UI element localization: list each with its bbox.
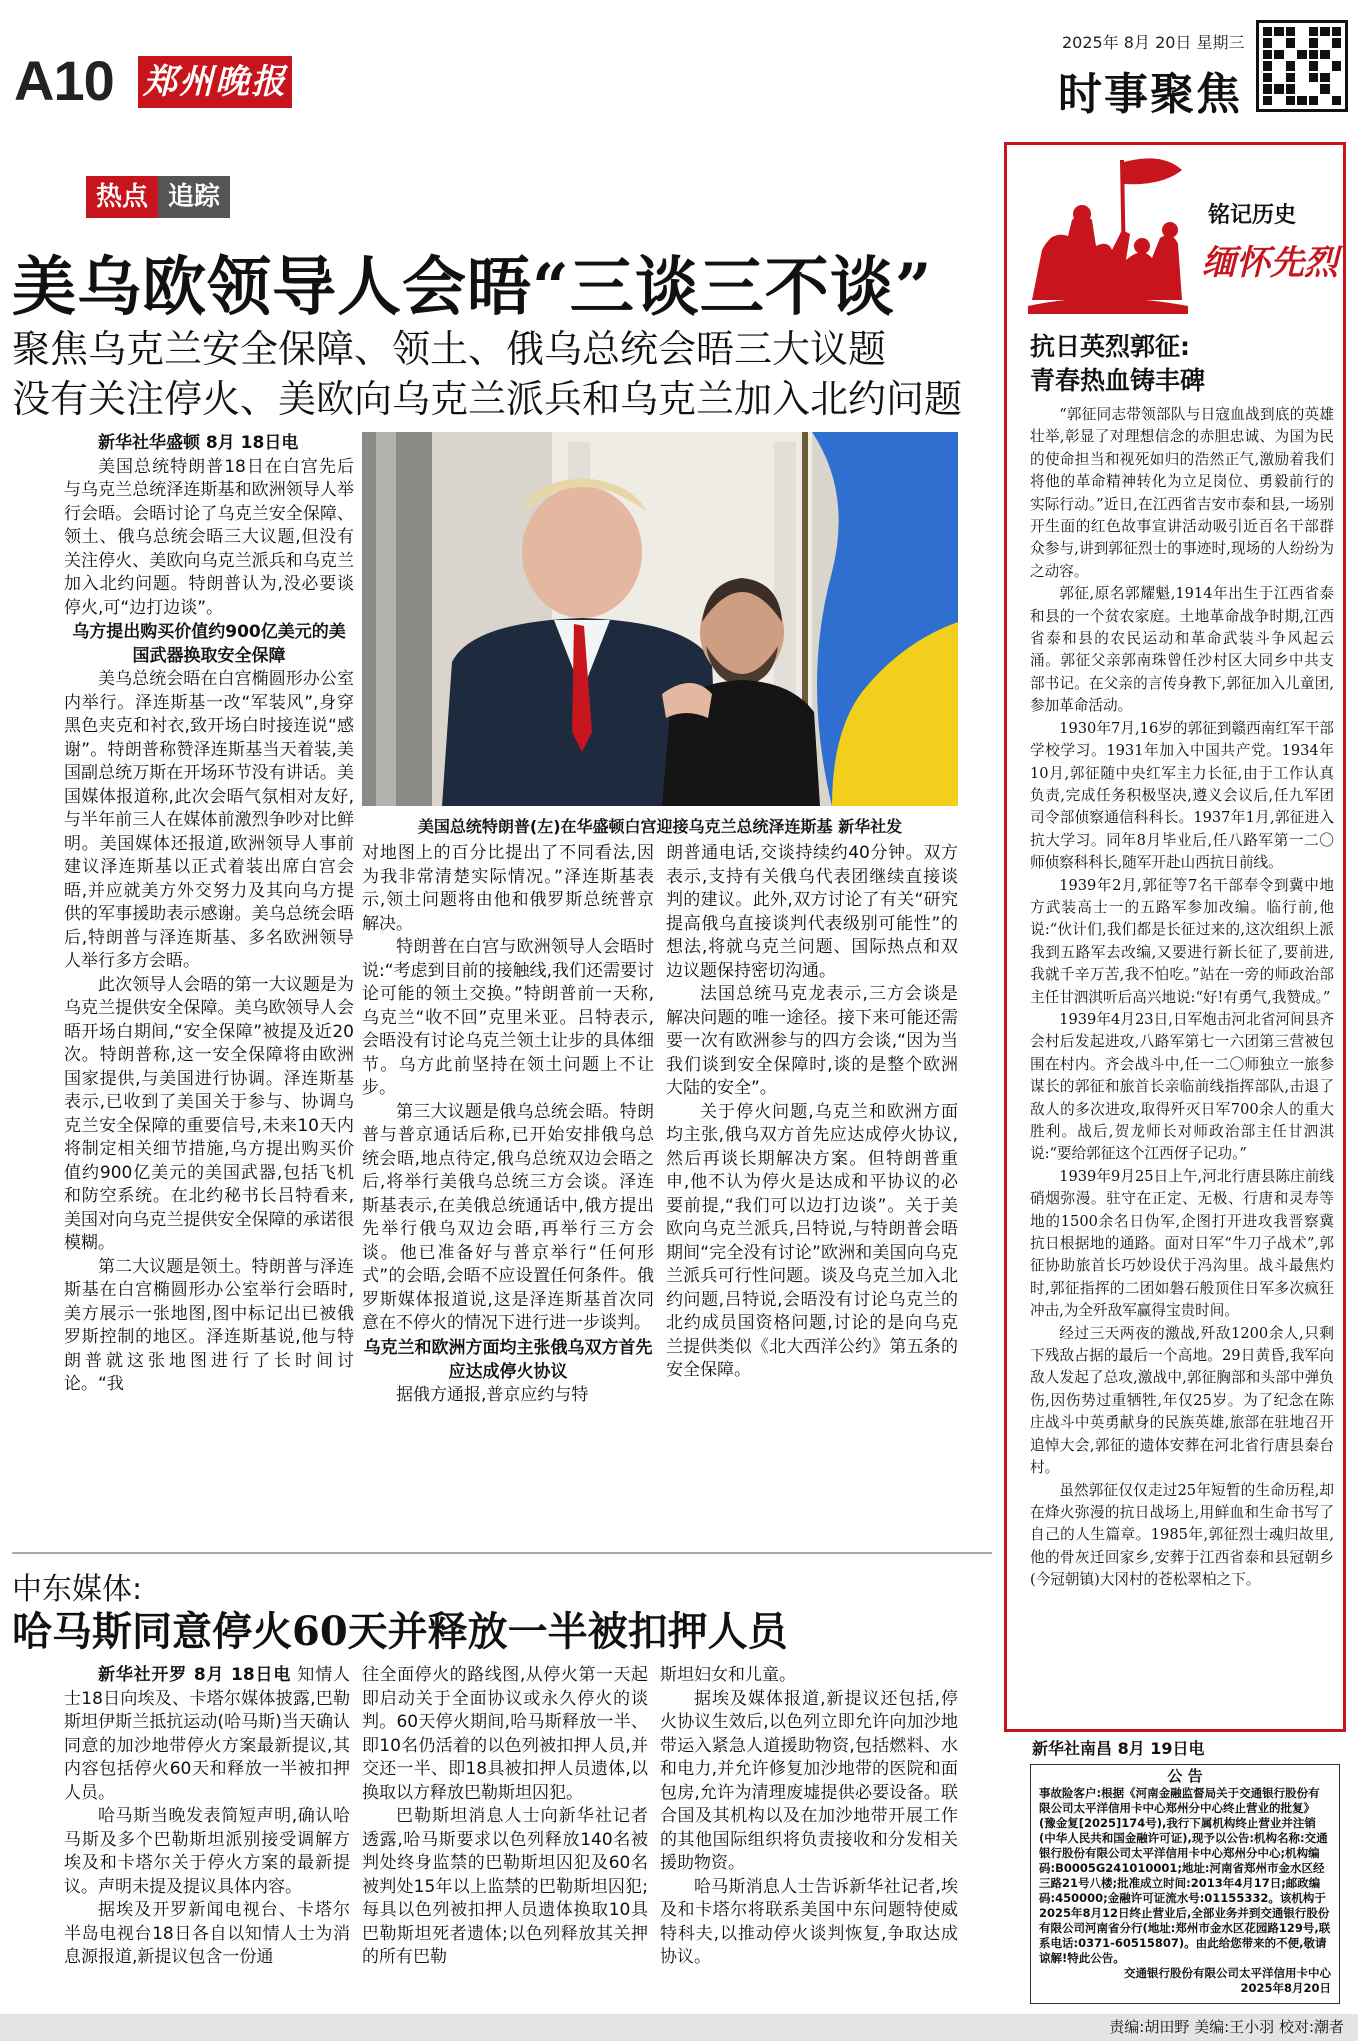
qr-module (1332, 50, 1341, 59)
main-subheading-2: 乌克兰和欧洲方面均主张俄乌双方首先应达成停火协议 (363, 1337, 653, 1382)
photo-illustration (362, 432, 958, 806)
qr-module (1297, 50, 1306, 59)
paragraph: 据俄方通报,普京应约与特 (396, 1384, 589, 1405)
qr-module (1286, 27, 1295, 36)
qr-module (1320, 27, 1329, 36)
sidebar-title-line-2: 青春热血铸丰碑 (1030, 366, 1206, 395)
qr-module (1263, 50, 1272, 59)
paragraph: 经过三天两夜的激战,歼敌1200余人,只剩下残敌占据的最后一个高地。29日黄昏,我军向敌人发起了总攻,激战中,郭征胸部和头部中弹负伤,因伤势过重牺牲,年仅25岁。为了纪念在陈庄战斗中英勇献身的民族英雄,旅部在驻地召开追悼大会,郭征的遗体安葬在河北省行唐县秦台村。 (1030, 1324, 1334, 1477)
qr-module (1286, 96, 1295, 105)
qr-module (1297, 61, 1306, 70)
notice-date: 2025年8月20日 (1240, 1981, 1331, 1995)
qr-code-icon[interactable] (1256, 20, 1348, 112)
qr-module (1286, 38, 1295, 47)
notice-body: 事故险客户:根据《河南金融监督局关于交通银行股份有限公司太平洋信用卡中心郑州分中心终止营业的批复》(豫金复[2025]174号),我行下属机构终止营业并注销(中华人民共和国金融许可证),现予以公告:机构名称:交通银行股份有限公司太平洋信用卡中心郑州分中心;机构编码:B0005G241010001;地址:河南省郑州市金水区经三路21号八楼;批准成立时间:2013年4月17日;邮政编码:450000;金融许可证流水号:01155332。该机构于2025年8月12日终止营业后,全部业务并到交通银行股份有限公司河南省分行(地址:郑州市金水区花园路129号,联系电话:0371-60515807)。由此给您带来的不便,敬请谅解!特此公告。 (1039, 1786, 1331, 1965)
paragraph: 哈马斯当晚发表简短声明,确认哈马斯及多个巴勒斯坦派别接受调解方埃及和卡塔尔关于停火方案的最新提议。声明未提及提议具体内容。 (64, 1806, 350, 1897)
editor-credits: 责编:胡田野 美编:王小羽 校对:潮者 (0, 2014, 1358, 2041)
main-subhead-1: 聚焦乌克兰安全保障、领土、俄乌总统会晤三大议题 (12, 327, 887, 371)
main-story-column-1 (64, 432, 354, 1394)
qr-module (1320, 38, 1329, 47)
qr-module (1332, 38, 1341, 47)
qr-module (1297, 84, 1306, 93)
paragraph: 1939年9月25日上午,河北行唐县陈庄前线硝烟弥漫。驻守在正定、无极、行唐和灵寿等地的1500余名日伪军,企图打开进攻我晋察冀抗日根据地的通路。面对日军“牛刀子战术”,郭征协助旅首长巧妙设伏于冯沟里。战斗最焦灼时,郭征指挥的二团如磐石般顶住日军多次疯狂冲击,为全歼敌军赢得宝贵时间。 (1030, 1167, 1334, 1320)
qr-module (1263, 84, 1272, 93)
qr-module (1263, 73, 1272, 82)
sidebar-title (1030, 330, 1330, 398)
qr-module (1309, 38, 1318, 47)
mideast-column-3 (660, 1664, 958, 2008)
qr-module (1286, 61, 1295, 70)
paragraph: 此次领导人会晤的第一大议题是为乌克兰提供安全保障。美乌欧领导人会晤开场白期间,“安全保障”被提及近20次。特朗普称,这一安全保障将由欧洲国家提供,与美国进行协调。泽连斯基表示,已收到了美国关于参与、协调乌克兰安全保障的重要信号,未来10天内将制定相关细节措施,乌方提出购买价值约900亿美元的美国武器,包括飞机和防空系统。在北约秘书长吕特看来,美国对向乌克兰提供安全保障的承诺很模糊。 (64, 974, 354, 1253)
qr-module (1320, 84, 1329, 93)
paragraph: 美国总统特朗普18日在白宫先后与乌克兰总统泽连斯基和欧洲领导人举行会晤。会晤讨论了乌克兰安全保障、领土、俄乌总统会晤三大议题,但没有关注停火、美欧向乌克兰派兵和乌克兰加入北约问题。特朗普认为,没必要谈停火,可“边打边谈”。 (64, 456, 354, 618)
main-subheading-1: 乌方提出购买价值约900亿美元的美国武器换取安全保障 (72, 622, 346, 666)
banner-small-text: 铭记历史 (1208, 203, 1297, 228)
paragraph: 1930年7月,16岁的郭征到赣西南红军干部学校学习。1931年加入中国共产党。1934年10月,郭征随中央红军主力长征,由于工作认真负责,完成任务积极坚决,遵义会议后,任九军团司令部侦察通信科科长。1937年1月,郭征进入抗大学习。同年8月毕业后,任八路军第一二〇师侦察科科长,随军开赴山西抗日前线。 (1030, 719, 1334, 872)
qr-module (1274, 84, 1283, 93)
paragraph: 第三大议题是俄乌总统会晤。特朗普与普京通话后称,已开始安排俄乌总统会晤,地点待定,俄乌总统双边会晤之后,将举行美俄乌总统三方会谈。泽连斯基表示,在美俄总统通话中,俄方提出先举行俄乌双边会晤,再举行三方会谈。他已准备好与普京举行“任何形式”的会晤,会晤不应设置任何条件。俄罗斯媒体报道说,这是泽连斯基首次同意在不停火的情况下进行进一步谈判。 (362, 1101, 654, 1333)
qr-module (1263, 96, 1272, 105)
paragraph: “郭征同志带领部队与日寇血战到底的英雄壮举,彰显了对理想信念的赤胆忠诚、为国为民的使命担当和视死如归的浩然正气,激励着我们将他的革命精神转化为立足岗位、勇毅前行的实际行动。”近日,在江西省吉安市泰和县,一场别开生面的红色故事宣讲活动吸引近百名干部群众参与,讲到郭征烈士的事迹时,现场的人纷纷为之动容。 (1030, 406, 1334, 580)
paragraph: 巴勒斯坦消息人士向新华社记者透露,哈马斯要求以色列释放140名被判处终身监禁的巴勒斯坦囚犯及60名被判处15年以上监禁的巴勒斯坦囚犯;每具以色列被扣押人员遗体换取10具巴勒斯坦死者遗体;以色列释放其关押的所有巴勒 (362, 1806, 648, 1967)
qr-module (1332, 27, 1341, 36)
sidebar-dateline: 新华社南昌 8月 19日电 (1032, 1739, 1205, 1758)
sidebar-title-line-1: 抗日英烈郭征: (1030, 332, 1190, 361)
paragraph: 1939年4月23日,日军炮击河北省河间县齐会村后发起进攻,八路军第七一六团第三营被包围在村内。齐会战斗中,任一二〇师独立一旅参谋长的郭征和旅首长亲临前线指挥部队,击退了敌人的多次进攻,取得歼灭日军700余人的重大胜利。战后,贺龙师长对师政治部主任甘泗淇说:“要给郭征这个江西伢子记功。” (1030, 1010, 1334, 1163)
qr-module (1274, 61, 1283, 70)
story-tag (86, 176, 230, 218)
paragraph: 第二大议题是领土。特朗普与泽连斯基在白宫椭圆形办公室举行会晤时,美方展示一张地图,图中标记出已被俄罗斯控制的地区。泽连斯基说,他与特朗普就这张地图进行了长时间讨论。“我 (64, 1256, 354, 1394)
paragraph-text: 知情人士18日向埃及、卡塔尔媒体披露,巴勒斯坦伊斯兰抵抗运动(哈马斯)当天确认同意的加沙地带停火方案最新提议,其内容包括停火60天和释放一半被扣押人员。 (64, 1665, 351, 1803)
banner-big-text: 缅怀先烈 (1202, 243, 1338, 283)
paragraph: 对地图上的百分比提出了不同看法,因为我非常清楚实际情况。”泽连斯基表示,领土问题将由他和俄罗斯总统普京解决。 (362, 843, 654, 934)
qr-module (1274, 27, 1283, 36)
qr-module (1320, 96, 1329, 105)
qr-module (1286, 50, 1295, 59)
section-title: 时事聚焦 (1058, 69, 1242, 120)
main-story-column-3 (666, 842, 958, 1504)
paragraph: 美乌总统会晤在白宫椭圆形办公室内举行。泽连斯基一改“军装风”,身穿黑色夹克和衬衣,致开场白时接连说“感谢”。特朗普称赞泽连斯基当天着装,美国副总统万斯在开场环节没有讲话。美国媒体报道称,此次会晤气氛相对友好,与半年前三人在媒体前激烈争吵对比鲜明。美国媒体还报道,欧洲领导人事前建议泽连斯基以正式着装出席白宫会晤,并应就美方外交努力及其向乌方提供的军事援助表示感谢。美乌总统会晤后,特朗普与泽连斯基、多名欧洲领导人举行多方会晤。 (64, 669, 354, 971)
qr-module (1320, 73, 1329, 82)
qr-module (1274, 96, 1283, 105)
paragraph: 特朗普在白宫与欧洲领导人会晤时说:“考虑到目前的接触线,我们还需要讨论可能的领土交换。”特朗普前一天称,乌克兰“收不回”克里米亚。吕特表示,会晤没有讨论乌克兰领土让步的具体细节。乌方此前坚持在领土问题上不让步。 (362, 937, 654, 1098)
qr-module (1320, 50, 1329, 59)
sidebar-banner (1012, 150, 1338, 320)
main-headline: 美乌欧领导人会晤“三谈三不谈” (12, 250, 933, 325)
notice-title: 公 告 (1167, 1767, 1203, 1785)
qr-module (1309, 84, 1318, 93)
public-notice (1030, 1764, 1340, 2004)
notice-signature: 交通银行股份有限公司太平洋信用卡中心 (1124, 1966, 1331, 1980)
paragraph (64, 1664, 350, 1805)
paragraph: 朗普通电话,交谈持续约40分钟。双方表示,支持有关俄乌代表团继续直接谈判的建议。此外,双方讨论了有关“研究提高俄乌直接谈判代表级别可能性”的想法,将就乌克兰问题、国际热点和双边议题保持密切沟通。 (666, 843, 958, 981)
paragraph: 据埃及开罗新闻电视台、卡塔尔半岛电视台18日各自以知情人士为消息源报道,新提议包含一份通 (64, 1900, 350, 1967)
paragraph: 斯坦妇女和儿童。 (660, 1665, 796, 1685)
paragraph: 关于停火问题,乌克兰和欧洲方面均主张,俄乌双方首先应达成停火协议,然后再谈长期解决方案。但特朗普重申,他不认为停火是达成和平协议的必要前提,“我们可以边打边谈”。关于美欧向乌克兰派兵,吕特说,与特朗普会晤期间“完全没有讨论”欧洲和美国向乌克兰派兵可行性问题。谈及乌克兰加入北约问题,吕特说,会晤没有讨论乌克兰的北约成员国资格问题,讨论的是向乌克兰提供类似《北大西洋公约》第五条的安全保障。 (666, 1101, 958, 1380)
issue-date: 2025年 8月 20日 星期三 (1062, 33, 1245, 52)
main-story-column-2 (362, 842, 654, 1504)
mideast-column-2 (362, 1664, 648, 2008)
paragraph: 1939年2月,郭征等7名干部奉令到冀中地方武装高士一的五路军参加改编。临行前,他说:“伙计们,我们都是长征过来的,这次组织上派我到五路军去改编,又要进行新长征了,要前进,我就千辛万苦,我不怕吃。”站在一旁的师政治部主任甘泗淇听后高兴地说:“好!有勇气,我赞成。” (1030, 876, 1334, 1006)
mideast-headline: 哈马斯同意停火60天并释放一半被扣押人员 (12, 1608, 788, 1655)
main-subhead-2: 没有关注停火、美欧向乌克兰派兵和乌克兰加入北约问题 (12, 377, 963, 421)
qr-module (1309, 96, 1318, 105)
qr-module (1297, 27, 1306, 36)
section-divider (12, 1552, 992, 1554)
mideast-kicker: 中东媒体: (12, 1572, 143, 1607)
qr-module (1263, 38, 1272, 47)
qr-module (1274, 73, 1283, 82)
qr-module (1309, 73, 1318, 82)
story-tag-hot: 热点 (86, 176, 158, 218)
paragraph: 法国总统马克龙表示,三方会谈是解决问题的唯一途径。接下来可能还需要一次有欧洲参与的四方会谈,“因为当我们谈到安全保障时,谈的是整个欧洲大陆的安全”。 (666, 984, 958, 1098)
qr-module (1332, 96, 1341, 105)
qr-module (1320, 61, 1329, 70)
paragraph: 虽然郭征仅仅走过25年短暂的生命历程,却在烽火弥漫的抗日战场上,用鲜血和生命书写了自己的人生篇章。1985年,郭征烈士魂归故里,他的骨灰迁回家乡,安葬于江西省泰和县冠朝乡(今冠朝镇)大冈村的苍松翠柏之下。 (1030, 1481, 1334, 1589)
qr-module (1332, 84, 1341, 93)
memorial-banner-icon (1012, 150, 1338, 320)
qr-module (1274, 50, 1283, 59)
page-number: A10 (14, 49, 114, 112)
qr-module (1332, 61, 1341, 70)
story-tag-follow: 追踪 (158, 176, 230, 218)
paragraph: 哈马斯消息人士告诉新华社记者,埃及和卡塔尔将联系美国中东问题特使威特科夫,以推动停火谈判恢复,争取达成协议。 (660, 1876, 958, 1967)
qr-module (1274, 38, 1283, 47)
sidebar-article (1030, 404, 1334, 1730)
qr-module (1309, 50, 1318, 59)
paragraph: 往全面停火的路线图,从停火第一天起即启动关于全面协议或永久停火的谈判。60天停火期间,哈马斯释放一半、即10名仍活着的以色列被扣押人员,并交还一半、即18具被扣押人员遗体,以换取以方释放巴勒斯坦囚犯。 (362, 1665, 648, 1803)
main-dateline: 新华社华盛顿 8月 18日电 (98, 433, 299, 453)
qr-module (1286, 73, 1295, 82)
qr-module (1332, 73, 1341, 82)
paragraph: 据埃及媒体报道,新提议还包括,停火协议生效后,以色列立即允许向加沙地带运入紧急人道援助物资,包括燃料、水和电力,并允许修复加沙地带的医院和面包房,允许为清理废墟提供必要设备。联合国及其机构以及在加沙地带开展工作的其他国际组织将负责接收和分发相关援助物资。 (660, 1688, 958, 1873)
qr-module (1309, 27, 1318, 36)
qr-module (1297, 96, 1306, 105)
news-photo[interactable] (362, 432, 958, 806)
paragraph: 郭征,原名郭耀魁,1914年出生于江西省泰和县的一个贫农家庭。土地革命战争时期,江西省泰和县的农民运动和革命武装斗争风起云涌。郭征父亲郭南珠曾任沙村区大同乡中共支部书记。在父亲的言传身教下,郭征加入儿童团,参加革命活动。 (1030, 585, 1334, 715)
qr-module (1263, 61, 1272, 70)
qr-module (1263, 27, 1272, 36)
photo-caption: 美国总统特朗普(左)在华盛顿白宫迎接乌克兰总统泽连斯基 新华社发 (417, 817, 903, 836)
qr-module (1309, 61, 1318, 70)
newspaper-logo: 郑州晚报 (138, 56, 292, 108)
qr-module (1297, 38, 1306, 47)
mideast-column-1 (64, 1664, 350, 2008)
mideast-dateline: 新华社开罗 8月 18日电 (98, 1665, 292, 1685)
qr-module (1297, 73, 1306, 82)
qr-module (1286, 84, 1295, 93)
